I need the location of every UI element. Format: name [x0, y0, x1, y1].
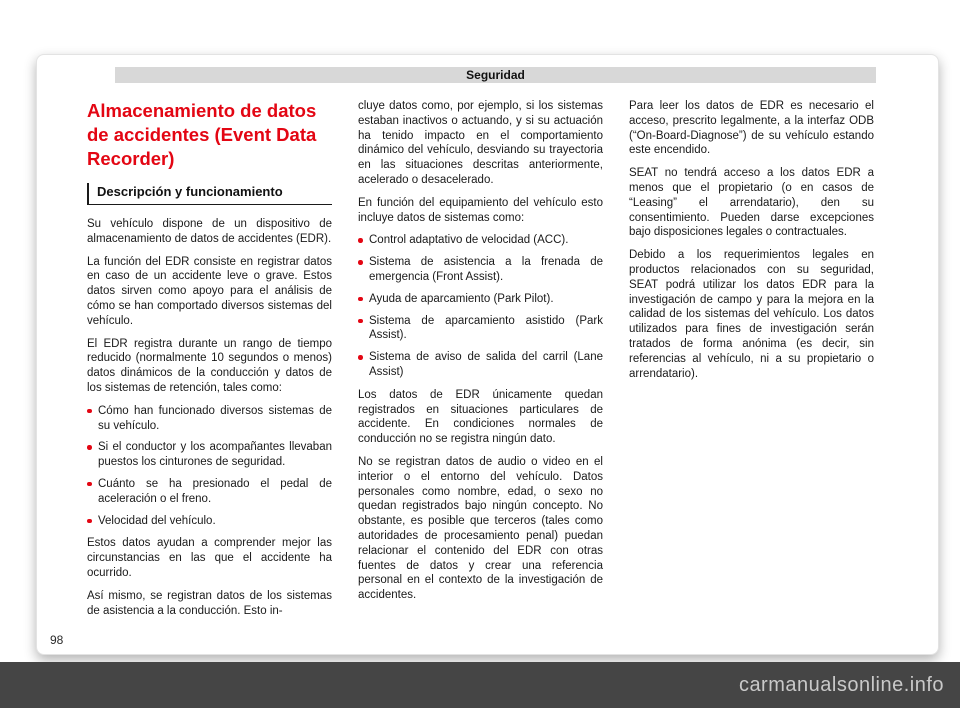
bullet-list: [87, 404, 332, 529]
bullet-text: Control adaptativo de velocidad (ACC).: [369, 234, 569, 247]
article-title: Almacenamiento de datos de accidentes (Event Data Recorder): [87, 100, 317, 169]
bullet-text: Sistema de aviso de salida del carril (Lane Assist): [369, 351, 603, 378]
page-content: [87, 99, 874, 626]
bullet-list: [358, 233, 603, 379]
bullet-item: [87, 440, 332, 470]
bullet-icon: [358, 297, 363, 302]
paragraph: Su vehículo dispone de un dispositivo de almacenamiento de datos de accidentes (EDR).: [87, 218, 332, 245]
bullet-item: [358, 314, 603, 344]
bullet-item: [358, 233, 603, 248]
article-subtitle: Descripción y funcionamiento: [87, 183, 332, 205]
bullet-item: [87, 514, 332, 529]
paragraph: La función del EDR consiste en registrar datos en caso de un accidente leve o grave. Estos datos sirven como apoyo para el análisis de cómo se han comportado diversos sistemas del vehículo.: [87, 255, 332, 327]
bullet-item: [87, 404, 332, 434]
paragraph: SEAT no tendrá acceso a los datos EDR a menos que el propietario (o en casos de “Leasing” el arrendatario), den su consentimiento. Pueden darse excepciones bajo disposiciones legales o contractuales.: [629, 167, 874, 239]
watermark-bar: [0, 662, 960, 708]
bullet-icon: [87, 445, 92, 450]
bullet-icon: [87, 482, 92, 487]
section-title: Seguridad: [466, 68, 525, 82]
paragraph: Debido a los requerimientos legales en productos relacionados con su seguridad, SEAT podrá utilizar los datos EDR para la investigación de campo y para la mejora en la calidad de los sistemas del vehículo. Los datos utilizados para fines de investigación serán tratados de forma anónima (es decir, sin referencias al vehículo, ni a su propietario o arrendatario).: [629, 249, 874, 380]
column-right: [629, 99, 874, 626]
paragraph: El EDR registra durante un rango de tiempo reducido (normalmente 10 segundos o menos) datos dinámicos de la conducción y datos de los sistemas de retención, tales como:: [87, 337, 332, 394]
bullet-item: [358, 350, 603, 380]
bullet-text: Sistema de asistencia a la frenada de emergencia (Front Assist).: [369, 256, 603, 283]
bullet-icon: [358, 238, 363, 243]
bullet-icon: [358, 355, 363, 360]
paragraph: cluye datos como, por ejemplo, si los sistemas estaban inactivos o actuando, y si su actuación ha tenido impacto en el comportamiento dinámico del vehículo, desviando su trayectoria en las situaciones descritas anteriormente, acelerado o desacelerado.: [358, 100, 603, 186]
paragraph: No se registran datos de audio o video en el interior o el entorno del vehículo. Datos personales como nombre, edad, o sexo no quedan registrados bajo ningún concepto. No obstante, es posible que terceros (tales como autoridades de procesamiento penal) puedan relacionar el contenido del EDR con otras fuentes de datos y crear una referencia personal en el contexto de la investigación de accidentes.: [358, 455, 603, 602]
bullet-icon: [358, 260, 363, 265]
manual-page: [36, 54, 939, 655]
paragraph: En función del equipamiento del vehículo esto incluye datos de sistemas como:: [358, 196, 603, 224]
column-middle: [358, 99, 603, 626]
page-number: 98: [50, 633, 64, 647]
bullet-icon: [87, 409, 92, 414]
bullet-text: Si el conductor y los acompañantes llevaban puestos los cinturones de seguridad.: [98, 441, 332, 469]
bullet-text: Sistema de aparcamiento asistido (Park Assist).: [369, 314, 603, 342]
paragraph: Para leer los datos de EDR es necesario el acceso, prescrito legalmente, a la interfaz ODB (“On-Board-Diagnose”) de su vehículo estando este encendido.: [629, 100, 874, 157]
column-left: [87, 99, 332, 626]
paragraph: Estos datos ayudan a comprender mejor las circunstancias en las que el accidente ha ocurrido.: [87, 537, 332, 579]
bullet-icon: [358, 319, 363, 324]
paragraph: Así mismo, se registran datos de los sistemas de asistencia a la conducción. Esto in-: [87, 589, 332, 617]
bullet-text: Ayuda de aparcamiento (Park Pilot).: [369, 292, 554, 305]
bullet-icon: [87, 519, 92, 524]
bullet-item: [87, 477, 332, 507]
bullet-item: [358, 255, 603, 285]
bullet-text: Velocidad del vehículo.: [98, 514, 216, 527]
bullet-text: Cuánto se ha presionado el pedal de aceleración o el freno.: [98, 477, 332, 505]
bullet-text: Cómo han funcionado diversos sistemas de su vehículo.: [98, 404, 332, 432]
section-header-bar: [115, 67, 876, 83]
bullet-item: [358, 292, 603, 307]
watermark-text: carmanualsonline.info: [738, 674, 944, 696]
paragraph: Los datos de EDR únicamente quedan registrados en situaciones particulares de accidente. En condiciones normales de conducción no se registra ningún dato.: [358, 388, 603, 446]
